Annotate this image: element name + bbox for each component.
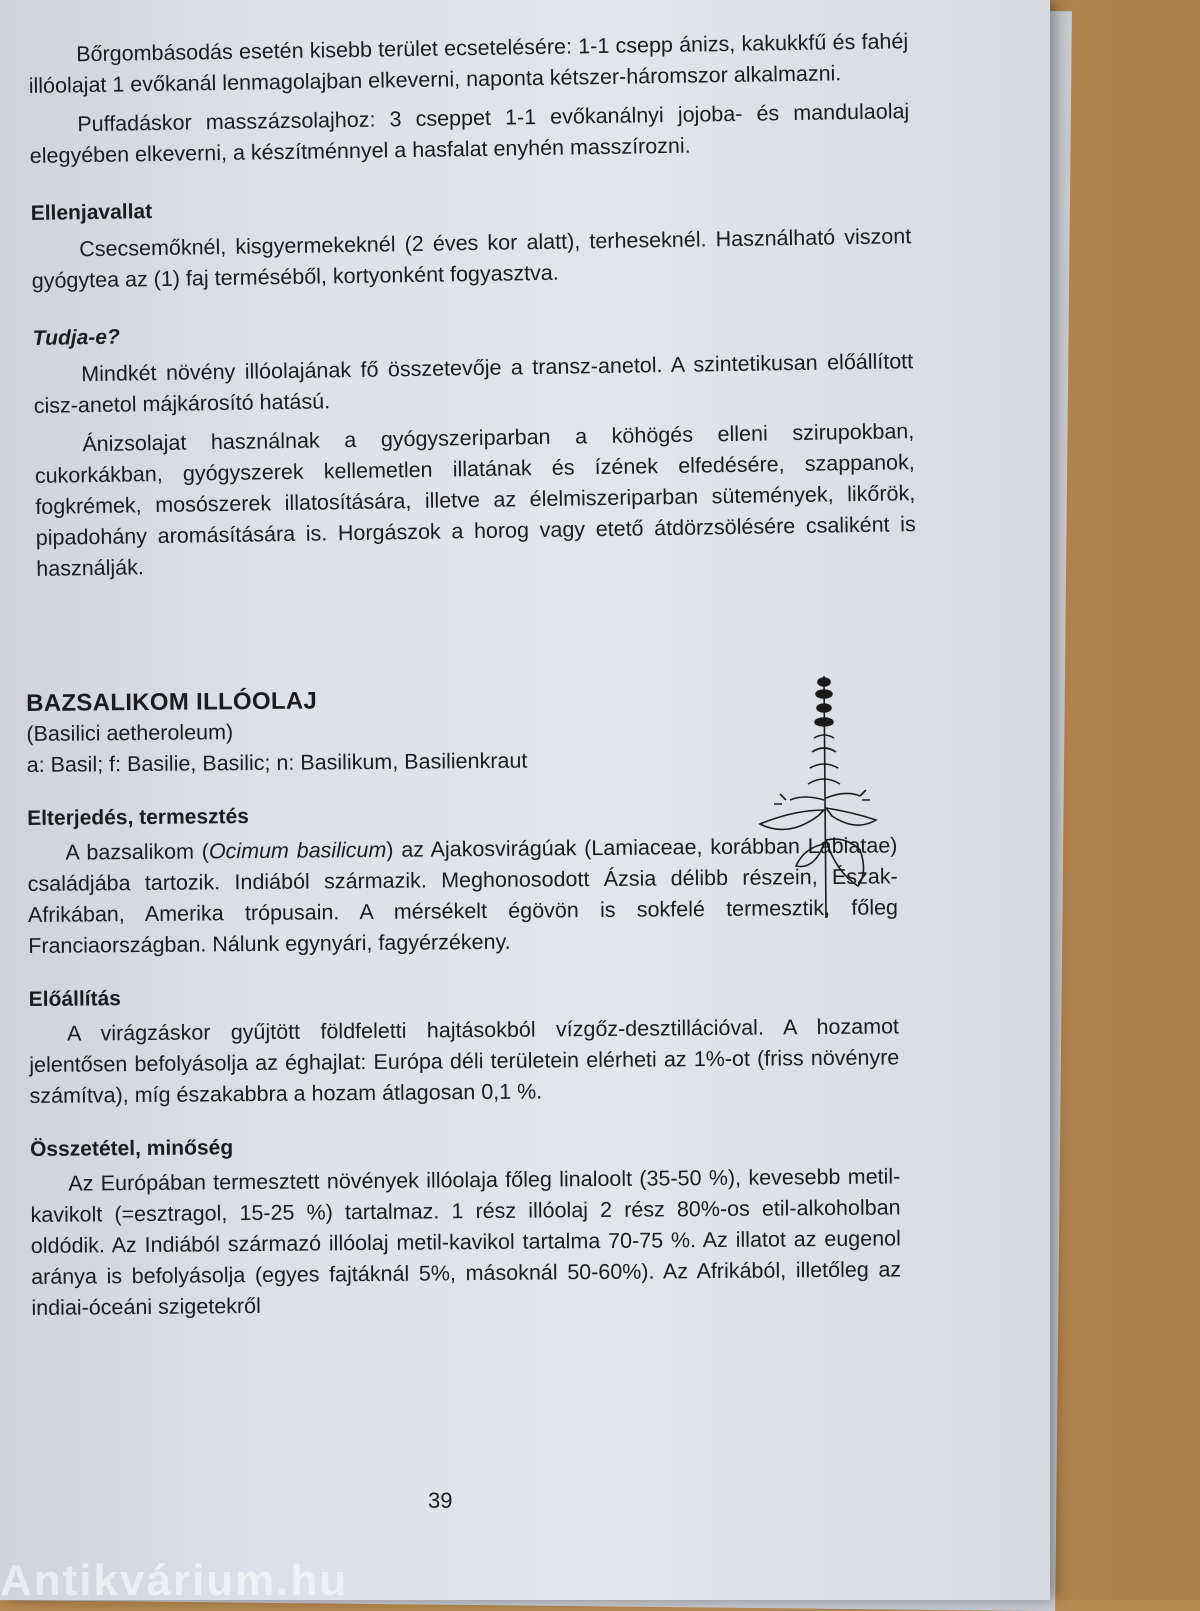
heading-production: Előállítás [28,987,122,1011]
heading-composition: Összetétel, minőség [29,1136,234,1161]
paragraph-production: A virágzáskor gyűjtött földfeletti hajtásokból vízgőz-desztillációval. A hozamot jelentősen befolyásolja az éghajlat: Európa déli területein elérheti az 1%-ot (friss növényre számítva), míg északabbra a hozam átlagosan 0,1 %. [29,1014,900,1108]
basil-plant-illustration-icon [752,668,892,928]
species-name: Ocimum basilicum [208,837,387,864]
paragraph-fungal: Bőrgombásodás esetén kisebb terület ecsetelésére: 1-1 csepp ánizs, kakukkfű és fahéj illóolajat 1 evőkanál lenmagolajban elkeverni, naponta kétszer-háromszor alkalmazni. [28,29,909,98]
page-number: 39 [428,1488,453,1513]
latin-name: (Basilici aetheroleum) [26,720,234,746]
upper-text-block [28,26,917,593]
heading-distribution: Elterjedés, termesztés [27,805,250,830]
paragraph-composition: Az Európában termesztett növények illóolaja főleg linaloolt (35-50 %), kevesebb metil-kavikolt (=esztragol, 15-25 %) tartalmaz. 1 rész illóolaj 2 rész 80%-os etil-alkoholban oldódik. Az Indiából származó illóolaj metil-kavikol tartalma 70-75 %. Az illatot az eugenol aránya is befolyásolja (egyes fajtáknál 5%, másoknál 50-60%). Az Afrikából, illetőleg az indiai-óceáni szigetekről [30,1164,902,1320]
paragraph-contraindication: Csecsemőknél, kisgyermekeknél (2 éves kor alatt), terheseknél. Használható viszont gyógytea az (1) faj terméséből, kortyonként fogyasztva. [31,224,912,293]
paragraph-anise-uses: Ánizsolajat használnak a gyógyszeriparban a köhögés elleni szirupokban, cukorkákban, gyógyszerek kellemetlen illatának és ízének elfedésére, szappanok, fogkrémek, mosószerek illatosítására, illetve az élelmiszeriparban sütemények, likőrök, pipadohány aromásítására is. Horgászok a horog vagy etető átdörzsölésére csaliként is használják. [34,419,916,581]
paragraph-anethole: Mindkét növény illóolajának fő összetevője a transz-anetol. A szintetikusan előállított cisz-anetol májkárosító hatású. [33,349,914,418]
dist-text-post: ) az Ajakosvirágúak (Lamiaceae, korábban Labiatae) családjába tartozik. Indiából származik. Meghonosodott Ázsia délibb részein, Észak-Afrikában, Amerika trópusain. A mérsékelt égövön is sokfelé termesztik, főleg Franciaországban. Nálunk egynyári, fagyérzékeny. [27,833,899,958]
paragraph-bloating: Puffadáskor masszázsolajhoz: 3 cseppet 1-1 evőkanálnyi jojoba- és mandulaolaj elegyében elkeverni, a készítménnyel a hasfalat enyhén masszírozni. [29,99,910,168]
dist-text-pre: A bazsalikom ( [65,839,209,865]
section-title: BAZSALIKOM ILLÓOLAJ [26,687,318,717]
heading-did-you-know: Tudja-e? [32,325,120,350]
heading-contraindication: Ellenjavallat [30,200,153,225]
foreign-names: a: Basil; f: Basilie, Basilic; n: Basilikum, Basilienkraut [26,748,528,777]
watermark-text: Antikvárium.hu [0,1556,349,1605]
